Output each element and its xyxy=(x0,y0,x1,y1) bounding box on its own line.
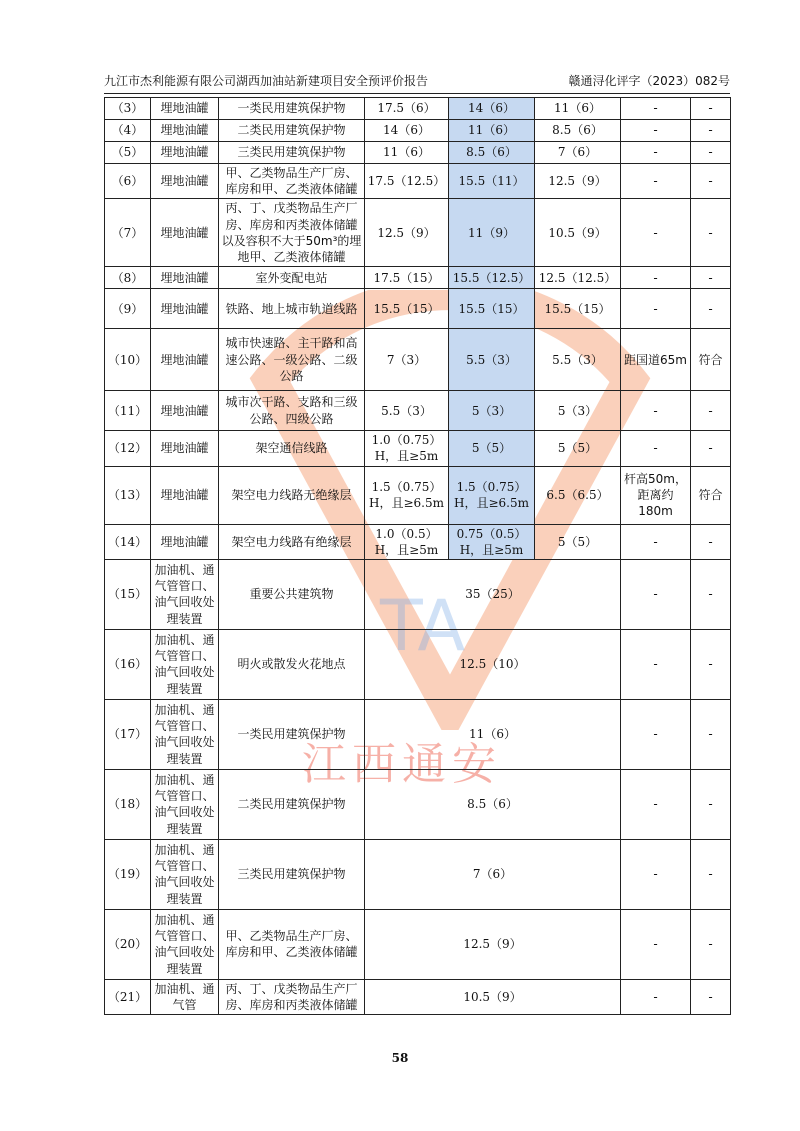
page-number: 58 xyxy=(391,1051,409,1065)
protected-object-cell: 城市快速路、主干路和高速公路、一级公路、二级公路 xyxy=(219,329,365,391)
table-row xyxy=(105,267,731,289)
protected-object-cell: 明火或散发火花地点 xyxy=(219,629,365,699)
row-number: （7） xyxy=(105,199,151,267)
distance-level-2: 8.5（6） xyxy=(449,142,535,164)
distance-level-2: 14（6） xyxy=(449,98,535,120)
distance-level-1: 7（3） xyxy=(365,329,449,391)
report-number: 赣通浔化评字（2023）082号 xyxy=(568,74,730,88)
row-number: （15） xyxy=(105,559,151,629)
result-cell: - xyxy=(691,979,731,1014)
result-cell: - xyxy=(691,629,731,699)
facility-cell: 加油机、通气管管口、油气回收处理装置 xyxy=(151,699,219,769)
distance-level-3: 8.5（6） xyxy=(535,120,621,142)
result-cell: - xyxy=(691,289,731,329)
distance-level-3: 6.5（6.5） xyxy=(535,466,621,524)
watermark-text: 江西通安 xyxy=(302,739,502,790)
row-number: （11） xyxy=(105,391,151,431)
row-number: （3） xyxy=(105,98,151,120)
protected-object-cell: 二类民用建筑保护物 xyxy=(219,769,365,839)
distance-level-3: 11（6） xyxy=(535,98,621,120)
facility-cell: 埋地油罐 xyxy=(151,120,219,142)
table-row xyxy=(105,329,731,391)
distance-level-1: 1.0（0.5）H，且≥5m xyxy=(365,524,449,559)
table-row xyxy=(105,524,731,559)
result-cell: - xyxy=(691,559,731,629)
result-cell: - xyxy=(691,391,731,431)
distance-level-3: 12.5（9） xyxy=(535,164,621,199)
result-cell: - xyxy=(691,142,731,164)
distance-table xyxy=(104,97,731,1015)
protected-object-cell: 三类民用建筑保护物 xyxy=(219,142,365,164)
row-number: （4） xyxy=(105,120,151,142)
actual-distance: - xyxy=(621,431,691,466)
facility-cell: 埋地油罐 xyxy=(151,289,219,329)
result-cell: - xyxy=(691,769,731,839)
protected-object-cell: 丙、丁、戊类物品生产厂房、库房和丙类液体储罐 xyxy=(219,979,365,1014)
facility-cell: 埋地油罐 xyxy=(151,431,219,466)
row-number: （18） xyxy=(105,769,151,839)
protected-object-cell: 架空通信线路 xyxy=(219,431,365,466)
actual-distance: - xyxy=(621,524,691,559)
facility-cell: 加油机、通气管管口、油气回收处理装置 xyxy=(151,559,219,629)
row-number: （16） xyxy=(105,629,151,699)
distance-level-2: 1.5（0.75）H，且≥6.5m xyxy=(449,466,535,524)
table-row xyxy=(105,769,731,839)
protected-object-cell: 一类民用建筑保护物 xyxy=(219,98,365,120)
required-distance: 7（6） xyxy=(365,839,621,909)
actual-distance: - xyxy=(621,267,691,289)
table-row xyxy=(105,289,731,329)
row-number: （6） xyxy=(105,164,151,199)
required-distance: 8.5（6） xyxy=(365,769,621,839)
row-number: （5） xyxy=(105,142,151,164)
required-distance: 35（25） xyxy=(365,559,621,629)
header-rule xyxy=(104,93,730,94)
actual-distance: - xyxy=(621,839,691,909)
distance-level-3: 5（3） xyxy=(535,391,621,431)
row-number: （17） xyxy=(105,699,151,769)
distance-level-3: 10.5（9） xyxy=(535,199,621,267)
actual-distance: - xyxy=(621,199,691,267)
result-cell: - xyxy=(691,909,731,979)
row-number: （12） xyxy=(105,431,151,466)
result-cell: - xyxy=(691,98,731,120)
row-number: （13） xyxy=(105,466,151,524)
table-row xyxy=(105,699,731,769)
distance-level-1: 1.0（0.75）H，且≥5m xyxy=(365,431,449,466)
distance-level-1: 11（6） xyxy=(365,142,449,164)
distance-level-1: 17.5（15） xyxy=(365,267,449,289)
facility-cell: 加油机、通气管 xyxy=(151,979,219,1014)
distance-level-1: 5.5（3） xyxy=(365,391,449,431)
row-number: （10） xyxy=(105,329,151,391)
protected-object-cell: 甲、乙类物品生产厂房、库房和甲、乙类液体储罐 xyxy=(219,164,365,199)
protected-object-cell: 铁路、地上城市轨道线路 xyxy=(219,289,365,329)
facility-cell: 埋地油罐 xyxy=(151,329,219,391)
protected-object-cell: 重要公共建筑物 xyxy=(219,559,365,629)
distance-level-2: 5（5） xyxy=(449,431,535,466)
row-number: （9） xyxy=(105,289,151,329)
table-row xyxy=(105,559,731,629)
actual-distance: 杆高50m，距离约180m xyxy=(621,466,691,524)
distance-level-1: 15.5（15） xyxy=(365,289,449,329)
table-row xyxy=(105,466,731,524)
protected-object-cell: 三类民用建筑保护物 xyxy=(219,839,365,909)
distance-level-1: 1.5（0.75）H，且≥6.5m xyxy=(365,466,449,524)
actual-distance: - xyxy=(621,98,691,120)
distance-level-3: 12.5（12.5） xyxy=(535,267,621,289)
protected-object-cell: 架空电力线路无绝缘层 xyxy=(219,466,365,524)
distance-level-2: 5（3） xyxy=(449,391,535,431)
actual-distance: - xyxy=(621,559,691,629)
table-row xyxy=(105,391,731,431)
actual-distance: - xyxy=(621,699,691,769)
facility-cell: 加油机、通气管管口、油气回收处理装置 xyxy=(151,629,219,699)
distance-level-3: 5（5） xyxy=(535,524,621,559)
facility-cell: 埋地油罐 xyxy=(151,142,219,164)
table-row xyxy=(105,142,731,164)
table-row xyxy=(105,431,731,466)
distance-level-2: 15.5（11） xyxy=(449,164,535,199)
table-row xyxy=(105,199,731,267)
distance-level-2: 0.75（0.5）H，且≥5m xyxy=(449,524,535,559)
result-cell: - xyxy=(691,839,731,909)
distance-level-1: 14（6） xyxy=(365,120,449,142)
result-cell: - xyxy=(691,164,731,199)
actual-distance: - xyxy=(621,979,691,1014)
distance-level-3: 7（6） xyxy=(535,142,621,164)
actual-distance: - xyxy=(621,289,691,329)
actual-distance: - xyxy=(621,391,691,431)
watermark-letters: TA xyxy=(380,585,466,667)
table-row xyxy=(105,909,731,979)
actual-distance: - xyxy=(621,769,691,839)
table-row xyxy=(105,98,731,120)
distance-level-2: 5.5（3） xyxy=(449,329,535,391)
protected-object-cell: 二类民用建筑保护物 xyxy=(219,120,365,142)
distance-level-2: 15.5（12.5） xyxy=(449,267,535,289)
actual-distance: - xyxy=(621,142,691,164)
facility-cell: 加油机、通气管管口、油气回收处理装置 xyxy=(151,909,219,979)
result-cell: - xyxy=(691,120,731,142)
row-number: （19） xyxy=(105,839,151,909)
distance-level-2: 11（9） xyxy=(449,199,535,267)
result-cell: - xyxy=(691,431,731,466)
required-distance: 12.5（9） xyxy=(365,909,621,979)
protected-object-cell: 室外变配电站 xyxy=(219,267,365,289)
facility-cell: 埋地油罐 xyxy=(151,98,219,120)
protected-object-cell: 城市次干路、支路和三级公路、四级公路 xyxy=(219,391,365,431)
result-cell: - xyxy=(691,267,731,289)
actual-distance: - xyxy=(621,629,691,699)
distance-level-3: 5（5） xyxy=(535,431,621,466)
facility-cell: 埋地油罐 xyxy=(151,391,219,431)
page-header xyxy=(104,70,730,90)
table-row xyxy=(105,629,731,699)
protected-object-cell: 甲、乙类物品生产厂房、库房和甲、乙类液体储罐 xyxy=(219,909,365,979)
result-cell: 符合 xyxy=(691,329,731,391)
facility-cell: 埋地油罐 xyxy=(151,524,219,559)
distance-level-1: 12.5（9） xyxy=(365,199,449,267)
table-row xyxy=(105,839,731,909)
facility-cell: 加油机、通气管管口、油气回收处理装置 xyxy=(151,839,219,909)
table-row xyxy=(105,979,731,1014)
row-number: （20） xyxy=(105,909,151,979)
facility-cell: 埋地油罐 xyxy=(151,267,219,289)
result-cell: - xyxy=(691,199,731,267)
actual-distance: - xyxy=(621,164,691,199)
result-cell: - xyxy=(691,524,731,559)
distance-level-2: 15.5（15） xyxy=(449,289,535,329)
required-distance: 10.5（9） xyxy=(365,979,621,1014)
required-distance: 11（6） xyxy=(365,699,621,769)
actual-distance: - xyxy=(621,909,691,979)
actual-distance: - xyxy=(621,120,691,142)
result-cell: 符合 xyxy=(691,466,731,524)
report-title: 九江市杰利能源有限公司湖西加油站新建项目安全预评价报告 xyxy=(104,74,429,88)
facility-cell: 埋地油罐 xyxy=(151,199,219,267)
row-number: （21） xyxy=(105,979,151,1014)
actual-distance: 距国道65m xyxy=(621,329,691,391)
protected-object-cell: 丙、丁、戊类物品生产厂房、库房和丙类液体储罐以及容积不大于50m³的埋地甲、乙类液体储罐 xyxy=(219,199,365,267)
protected-object-cell: 架空电力线路有绝缘层 xyxy=(219,524,365,559)
distance-level-1: 17.5（12.5） xyxy=(365,164,449,199)
distance-level-2: 11（6） xyxy=(449,120,535,142)
facility-cell: 加油机、通气管管口、油气回收处理装置 xyxy=(151,769,219,839)
table-row xyxy=(105,120,731,142)
distance-level-3: 5.5（3） xyxy=(535,329,621,391)
table-row xyxy=(105,164,731,199)
distance-level-3: 15.5（15） xyxy=(535,289,621,329)
facility-cell: 埋地油罐 xyxy=(151,466,219,524)
row-number: （8） xyxy=(105,267,151,289)
facility-cell: 埋地油罐 xyxy=(151,164,219,199)
protected-object-cell: 一类民用建筑保护物 xyxy=(219,699,365,769)
required-distance: 12.5（10） xyxy=(365,629,621,699)
row-number: （14） xyxy=(105,524,151,559)
result-cell: - xyxy=(691,699,731,769)
distance-level-1: 17.5（6） xyxy=(365,98,449,120)
